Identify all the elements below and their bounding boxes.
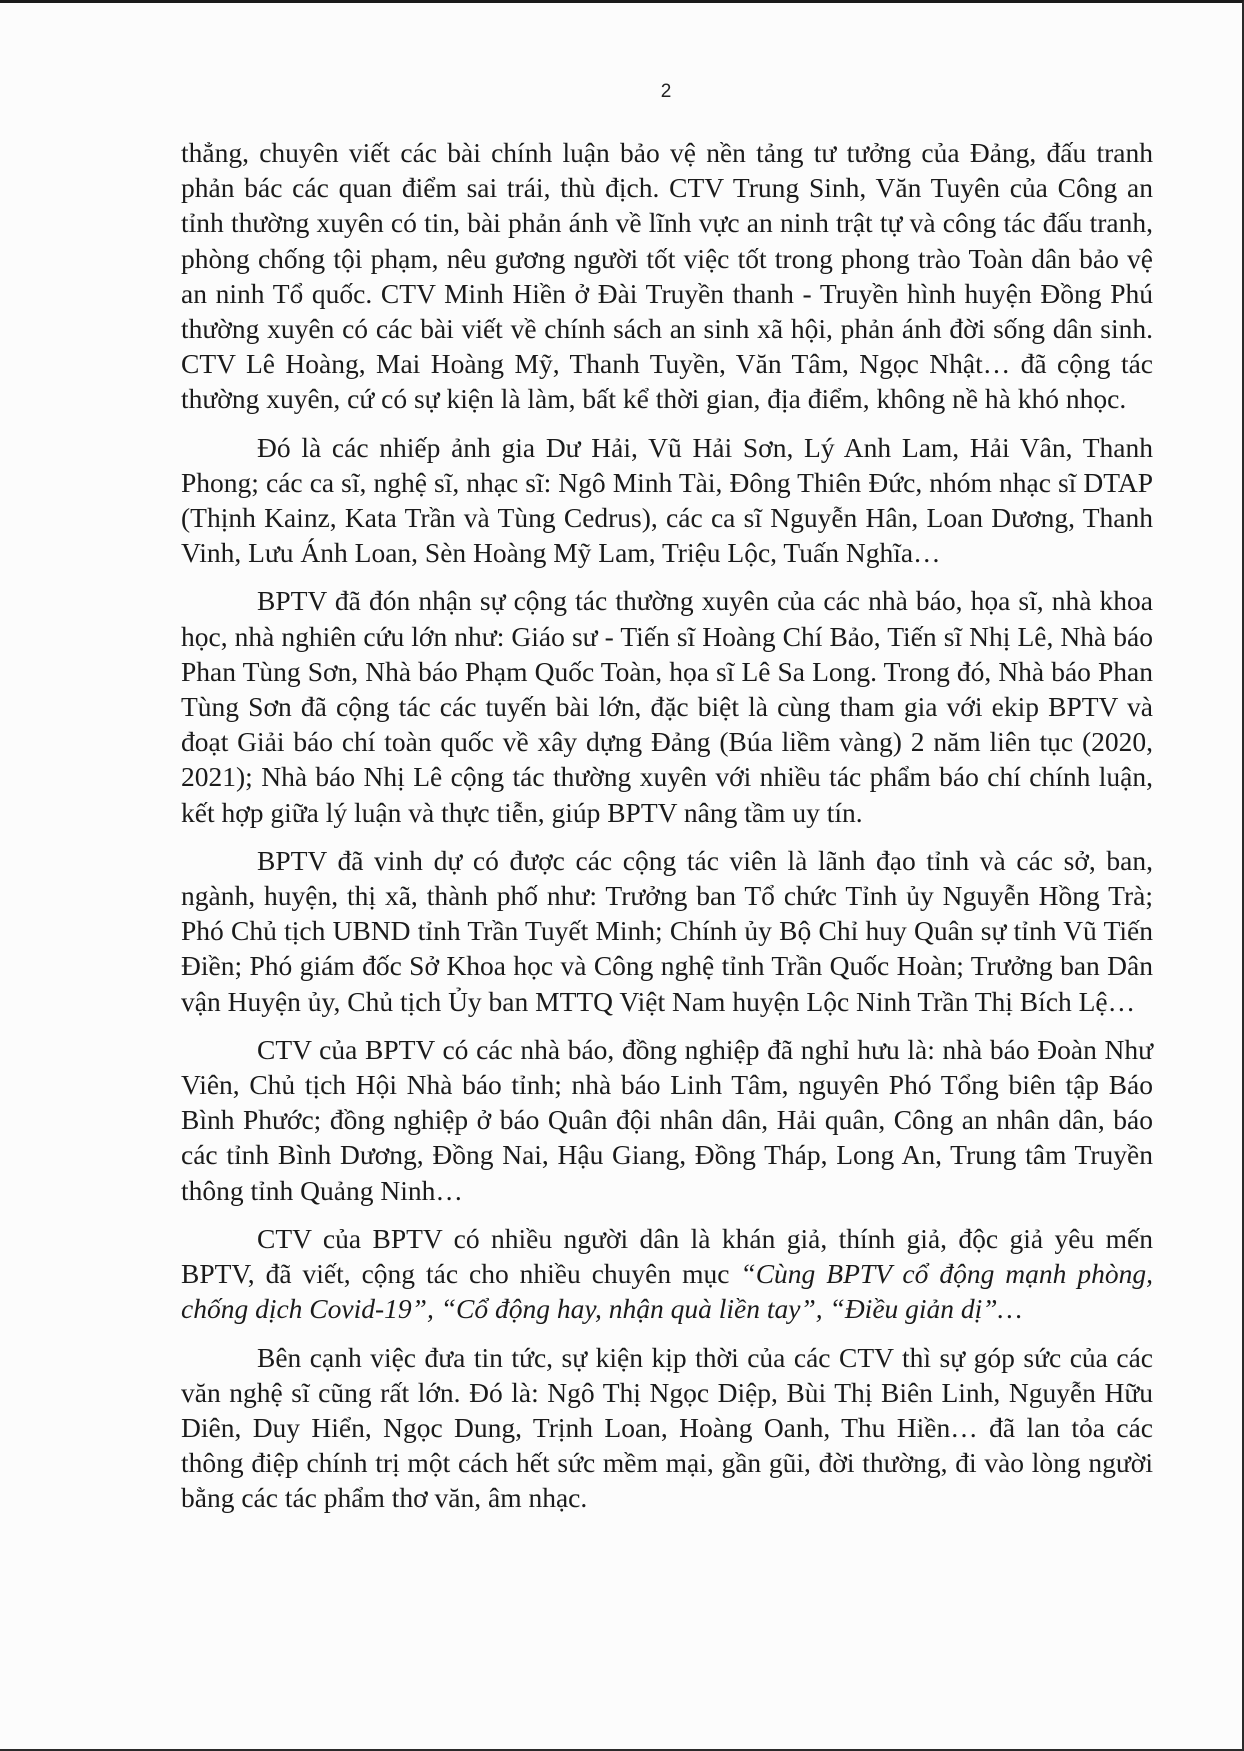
- paragraph-7: Bên cạnh việc đưa tin tức, sự kiện kịp thời của các CTV thì sự góp sức của các văn nghệ sĩ cũng rất lớn. Đó là: Ngô Thị Ngọc Diệp, Bùi Thị Biên Linh, Nguyễn Hữu Diên, Duy Hiển, Ngọc Dung, Trịnh Loan, Hoàng Oanh, Thu Hiền… đã lan tỏa các thông điệp chính trị một cách hết sức mềm mại, gần gũi, đời thường, đi vào lòng người bằng các tác phẩm thơ văn, âm nhạc.: [181, 1341, 1153, 1514]
- page-number: 2: [660, 81, 672, 102]
- paragraph-6-italic-columns: “Cùng BPTV cổ động mạnh phòng, chống dịch Covid-19”, “Cổ động hay, nhận quà liền tay”, “Điều giản dị”…: [181, 1258, 1153, 1325]
- paragraph-2: Đó là các nhiếp ảnh gia Dư Hải, Vũ Hải Sơn, Lý Anh Lam, Hải Vân, Thanh Phong; các ca sĩ, nghệ sĩ, nhạc sĩ: Ngô Minh Tài, Đông Thiên Đức, nhóm nhạc sĩ DTAP (Thịnh Kainz, Kata Trần và Tùng Cedrus), các ca sĩ Nguyễn Hân, Loan Dương, Thanh Vinh, Lưu Ánh Loan, Sèn Hoàng Mỹ Lam, Triệu Lộc, Tuấn Nghĩa…: [181, 431, 1153, 569]
- paragraph-4: BPTV đã vinh dự có được các cộng tác viên là lãnh đạo tỉnh và các sở, ban, ngành, huyện, thị xã, thành phố như: Trưởng ban Tổ chức Tỉnh ủy Nguyễn Hồng Trà; Phó Chủ tịch UBND tỉnh Trần Tuyết Minh; Chính ủy Bộ Chỉ huy Quân sự tỉnh Vũ Tiến Điền; Phó giám đốc Sở Khoa học và Công nghệ tỉnh Trần Quốc Hoàn; Trưởng ban Dân vận Huyện ủy, Chủ tịch Ủy ban MTTQ Việt Nam huyện Lộc Ninh Trần Thị Bích Lệ…: [181, 844, 1153, 1017]
- paragraph-6: [181, 1221, 1153, 1327]
- paragraph-6-plain: CTV của BPTV có nhiều người dân là khán giả, thính giả, độc giả yêu mến BPTV, đã viết, cộng tác cho nhiều chuyên mục: [181, 1222, 1153, 1290]
- paragraph-3: BPTV đã đón nhận sự cộng tác thường xuyên của các nhà báo, họa sĩ, nhà khoa học, nhà nghiên cứu lớn như: Giáo sư - Tiến sĩ Hoàng Chí Bảo, Tiến sĩ Nhị Lê, Nhà báo Phan Tùng Sơn, Nhà báo Phạm Quốc Toàn, họa sĩ Lê Sa Long. Trong đó, Nhà báo Phan Tùng Sơn đã cộng tác các tuyến bài lớn, đặc biệt là cùng tham gia với ekip BPTV và đoạt Giải báo chí toàn quốc về xây dựng Đảng (Búa liềm vàng) 2 năm liên tục (2020, 2021); Nhà báo Nhị Lê cộng tác thường xuyên với nhiều tác phẩm báo chí chính luận, kết hợp giữa lý luận và thực tiễn, giúp BPTV nâng tầm uy tín.: [181, 585, 1153, 828]
- paragraph-1: thẳng, chuyên viết các bài chính luận bảo vệ nền tảng tư tưởng của Đảng, đấu tranh phản bác các quan điểm sai trái, thù địch. CTV Trung Sinh, Văn Tuyên của Công an tỉnh thường xuyên có tin, bài phản ánh về lĩnh vực an ninh trật tự và công tác đấu tranh, phòng chống tội phạm, nêu gương người tốt việc tốt trong phong trào Toàn dân bảo vệ an ninh Tổ quốc. CTV Minh Hiền ở Đài Truyền thanh - Truyền hình huyện Đồng Phú thường xuyên có các bài viết về chính sách an sinh xã hội, phản ánh đời sống dân sinh. CTV Lê Hoàng, Mai Hoàng Mỹ, Thanh Tuyền, Văn Tâm, Ngọc Nhật… đã cộng tác thường xuyên, cứ có sự kiện là làm, bất kể thời gian, địa điểm, không nề hà khó nhọc.: [181, 137, 1153, 415]
- paragraph-5: CTV của BPTV có các nhà báo, đồng nghiệp đã nghỉ hưu là: nhà báo Đoàn Như Viên, Chủ tịch Hội Nhà báo tỉnh; nhà báo Linh Tâm, nguyên Phó Tổng biên tập Báo Bình Phước; đồng nghiệp ở báo Quân đội nhân dân, Hải quân, Công an nhân dân, báo các tỉnh Bình Dương, Đồng Nai, Hậu Giang, Đồng Tháp, Long An, Trung tâm Truyền thông tỉnh Quảng Ninh…: [181, 1033, 1153, 1206]
- document-body: [181, 135, 1153, 1516]
